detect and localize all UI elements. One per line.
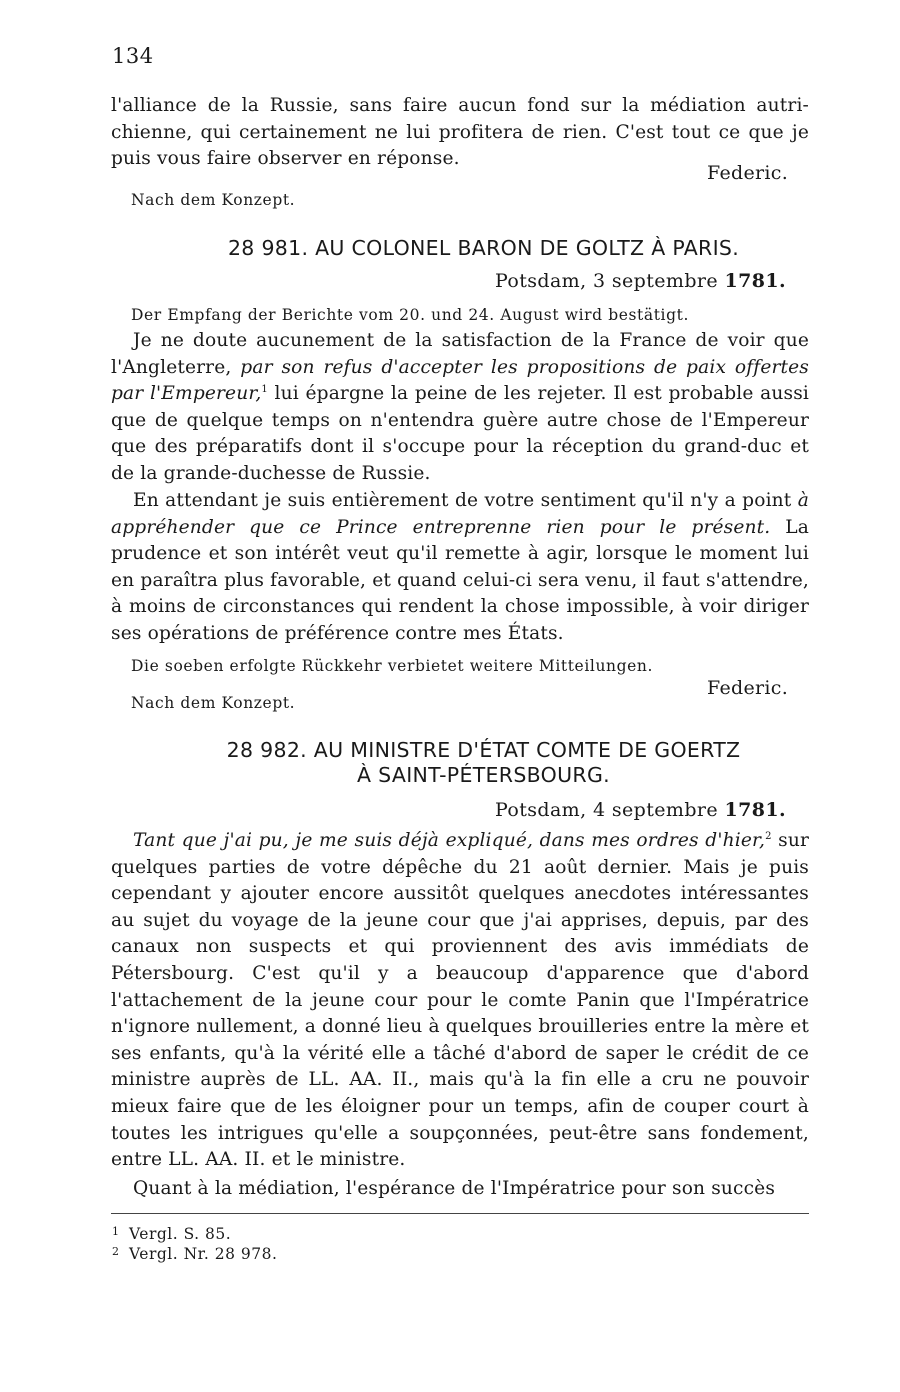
source-note: Nach dem Konzept. (131, 694, 296, 712)
signature: Federic. (707, 677, 789, 699)
date-place: Potsdam, 4 septembre (494, 799, 719, 821)
source-note: Nach dem Konzept. (131, 191, 296, 209)
text-run: En attendant je suis entièrement de votre sentiment qu'il n'y a point (133, 490, 798, 511)
heading-line: 28 982. AU MINISTRE D'ÉTAT COMTE DE GOERTZ (226, 738, 741, 762)
date-year: 1781. (724, 799, 786, 821)
letter-paragraph: Quant à la médiation, l'espérance de l'Impératrice pour son succès (133, 1178, 776, 1199)
text-run: La prudence et son intérêt veut qu'il remette à agir, lorsque le moment lui en paraîtra plus favorable, et quand celui-ci sera venu, il faut s'attendre, à moins de circonstances qui rendent la chose impossible, à voir diriger ses opérations de préférence contre mes États. (111, 516, 810, 644)
text-line: chienne, qui certainement ne lui profitera de rien. C'est tout ce que je (111, 121, 809, 143)
date-place: Potsdam, 3 septembre (494, 270, 719, 292)
letter-heading (111, 738, 856, 788)
letter-heading: 28 981. AU COLONEL BARON DE GOLTZ À PARIS. (227, 236, 740, 260)
text-run: lui épargne la peine de les rejeter. Il est probable aussi que de quelque temps on n'entendra guère autre chose de l'Empereur que des préparatifs dont il s'occupe pour la réception du grand-duc et de la grande-duchesse de Russie. (111, 383, 809, 484)
footnote-ref: 1 (261, 384, 268, 396)
heading-line: À SAINT-PÉTERSBOURG. (357, 763, 610, 787)
footnote-text: Vergl. S. 85. (129, 1225, 232, 1243)
italic-text-run: Tant que j'ai pu, je me suis déjà expliqué, dans mes ordres d'hier, (133, 830, 766, 851)
page-number: 134 (112, 44, 154, 68)
footnote-mark: 2 (112, 1245, 120, 1258)
italic-text-run: par son refus d'accepter les propositions de paix offertes par l'Empereur, (111, 356, 809, 405)
summary-note: Der Empfang der Berichte vom 20. und 24. August wird bestätigt. (131, 306, 689, 324)
footnote (112, 1245, 277, 1263)
date-year: 1781. (724, 270, 786, 292)
text-run: sur quelques parties de votre dépêche du 21 août dernier. Mais je puis cependant y ajouter encore aussitôt quelques anecdotes intéressantes au sujet du voyage de la jeune cour que j'ai apprises, depuis, par des canaux non suspects et qui proviennent des avis immédiats de Pétersbourg. C'est qu'il y a beaucoup d'apparence que d'abord l'attachement de la jeune cour pour le comte Panin que l'Impératrice n'ignore nullement, a donné lieu à quelques brouilleries entre la mère et ses enfants, qu'à la vérité elle a tâché d'abord de saper le crédit de ce ministre auprès de LL. AA. II., mais qu'à la fin elle a cru ne pouvoir mieux faire que de les éloigner pour un temps, afin de couper court à toutes les intrigues qu'elle a soupçonnées, peut-être sans fondement, entre LL. AA. II. et le ministre. (111, 830, 809, 1171)
letter-paragraph (111, 328, 809, 488)
italic-text-run: à appréhender que ce Prince entreprenne rien pour le présent. (111, 490, 809, 538)
signature: Federic. (707, 162, 789, 184)
footnote-ref: 2 (765, 831, 772, 842)
continuation-paragraph (111, 93, 809, 173)
footnote-mark: 1 (112, 1225, 120, 1238)
text-line: puis vous faire observer en réponse. (111, 148, 460, 170)
footnote-text: Vergl. Nr. 28 978. (129, 1245, 278, 1263)
letter-paragraph (111, 828, 809, 1174)
dateline (495, 270, 786, 292)
dateline (495, 799, 786, 821)
letter-paragraph (111, 488, 809, 648)
text-run: Je ne doute aucunement de la satisfaction de la France de voir que l'Angleterre, (111, 330, 809, 378)
footnote (112, 1225, 231, 1243)
closing-note: Die soeben erfolgte Rückkehr verbietet weitere Mitteilungen. (131, 657, 654, 675)
text-line: l'alliance de la Russie, sans faire aucun fond sur la médiation autri- (111, 95, 809, 116)
footnote-divider (111, 1213, 809, 1214)
